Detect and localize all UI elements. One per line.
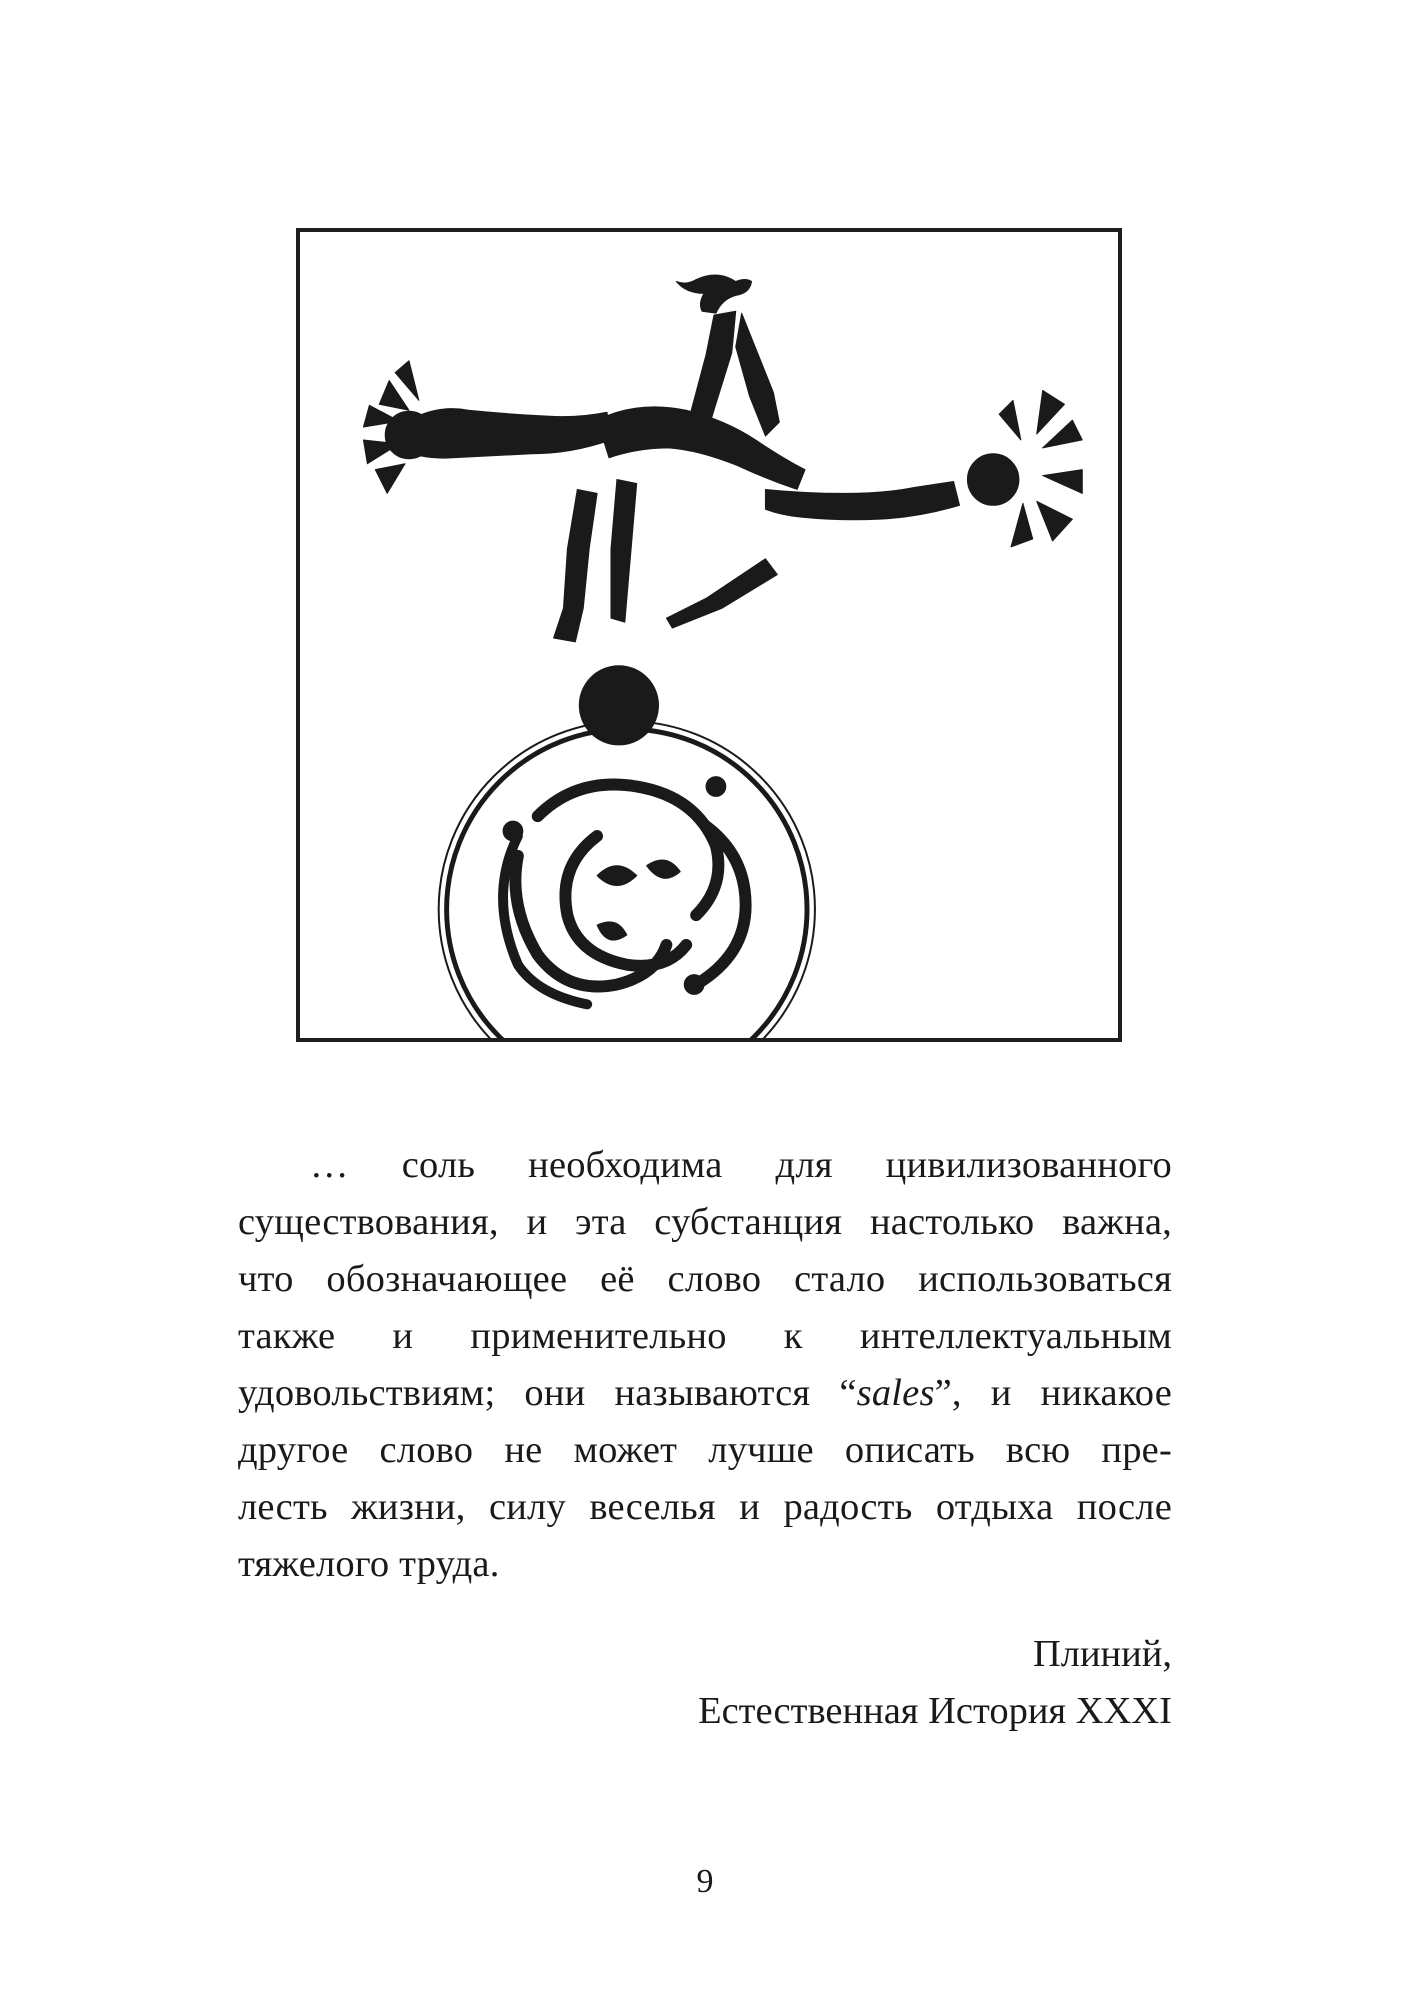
quote-italic-word: sales (856, 1372, 935, 1414)
quote-attribution (698, 1626, 1172, 1740)
quote-line-5-start: удовольствиям; они называются “ (238, 1372, 857, 1414)
quote-line-4: также и применительно к интеллектуальным (238, 1315, 1172, 1357)
quote-line-2: существования, и эта субстанция настолько важна, (238, 1201, 1172, 1243)
alchemical-illustration (296, 228, 1122, 1042)
attribution-author: Плиний, (1032, 1633, 1172, 1675)
page-number: 9 (696, 1863, 714, 1900)
quote-line-5-end: ”, и никакое (934, 1372, 1172, 1414)
epigraph-quote (238, 1137, 1172, 1593)
quote-line-7: лесть жизни, силу веселья и радость отдыха после (238, 1486, 1172, 1528)
quote-line-5 (238, 1365, 1172, 1422)
quote-line-8: тяжелого труда. (238, 1543, 500, 1585)
quote-line-1: … соль необходима для цивилизованного (310, 1144, 1172, 1186)
attribution-work: Естественная История XXXI (698, 1690, 1172, 1732)
alchemical-engraving-icon (300, 232, 1118, 1038)
quote-line-3: что обозначающее её слово стало использоваться (238, 1258, 1172, 1300)
quote-line-6: другое слово не может лучше описать всю пре- (238, 1429, 1172, 1471)
